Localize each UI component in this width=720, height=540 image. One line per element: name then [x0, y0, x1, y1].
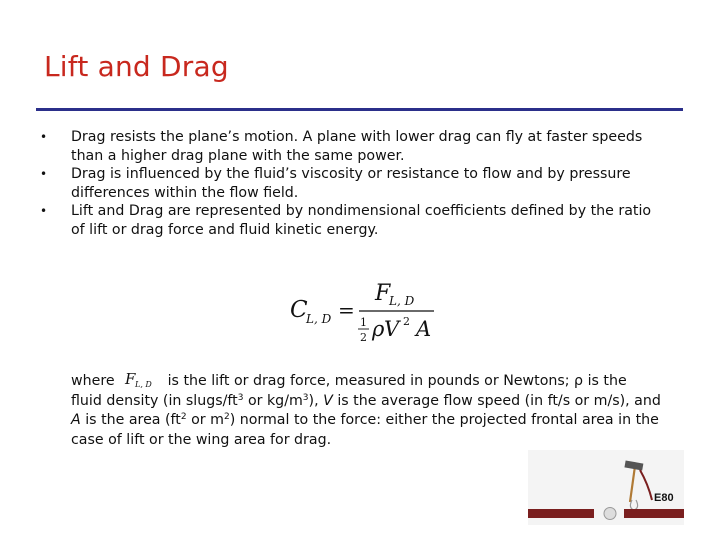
bullet-text: Drag is influenced by the fluid’s viscosity or resistance to flow and by pressure differences within the flow field. [71, 166, 631, 201]
bullet-marker: • [40, 167, 48, 181]
superscript: 2 [223, 412, 230, 422]
bullet-marker: • [40, 130, 48, 144]
bullet-item [40, 128, 660, 165]
bullet-text: Drag resists the plane’s motion. A plane with lower drag can fly at faster speeds than a higher drag plane with the same power. [71, 129, 643, 164]
where-paragraph [71, 372, 661, 450]
inline-force-subscript: L, D [135, 380, 152, 388]
equation-equals: = [338, 298, 355, 322]
where-text-3: ), [308, 392, 324, 409]
half-numerator: 1 [360, 316, 367, 329]
inline-force-letter: F [125, 372, 136, 388]
half-denominator: 2 [360, 331, 367, 344]
bullet-item [40, 202, 660, 239]
equation-lhs-subscript: L, D [306, 312, 332, 326]
where-text-4: is the average flow speed (in ft/s or m/s), and [332, 392, 661, 409]
bullet-marker: • [40, 204, 48, 218]
bullet-item [40, 165, 660, 202]
logo-label: E80 [654, 492, 674, 504]
e80-logo [528, 450, 684, 525]
where-text-6: or m [186, 412, 224, 428]
velocity-symbol: V [323, 392, 333, 409]
bullet-list [40, 128, 660, 239]
equation-numerator-symbol: F [375, 281, 391, 306]
equation-velocity: V [384, 317, 400, 341]
superscript: 2 [180, 412, 187, 422]
area-symbol: A [71, 412, 81, 428]
superscript: 3 [302, 392, 309, 403]
superscript: 3 [237, 392, 244, 403]
logo-seal [604, 508, 616, 520]
where-lead: where [71, 373, 115, 389]
equation-rho: ρ [372, 317, 385, 341]
slide-title: Lift and Drag [44, 50, 229, 83]
logo-band-left [528, 509, 594, 518]
logo-band-right [624, 509, 684, 518]
inline-force-symbol [119, 372, 163, 388]
where-text-1: is the lift or drag force, measured in pounds or Newtons; ρ is the fluid density (in slugs/ft [71, 373, 627, 409]
equation-lhs-symbol: C [290, 297, 308, 323]
where-text-7: ) normal to the force: either the projected frontal area in the case of lift or the wing area for drag. [71, 412, 659, 448]
equation-velocity-exponent: 2 [403, 315, 410, 328]
equation-numerator-subscript: L, D [389, 294, 415, 308]
where-text-5: is the area (ft [80, 412, 181, 428]
bullet-text: Lift and Drag are represented by nondimensional coefficients defined by the ratio of lift or drag force and fluid kinetic energy. [71, 203, 652, 238]
title-divider [36, 108, 683, 111]
equation-area: A [416, 317, 432, 341]
coefficient-equation [288, 280, 438, 346]
where-text-2: or kg/m [243, 392, 303, 409]
